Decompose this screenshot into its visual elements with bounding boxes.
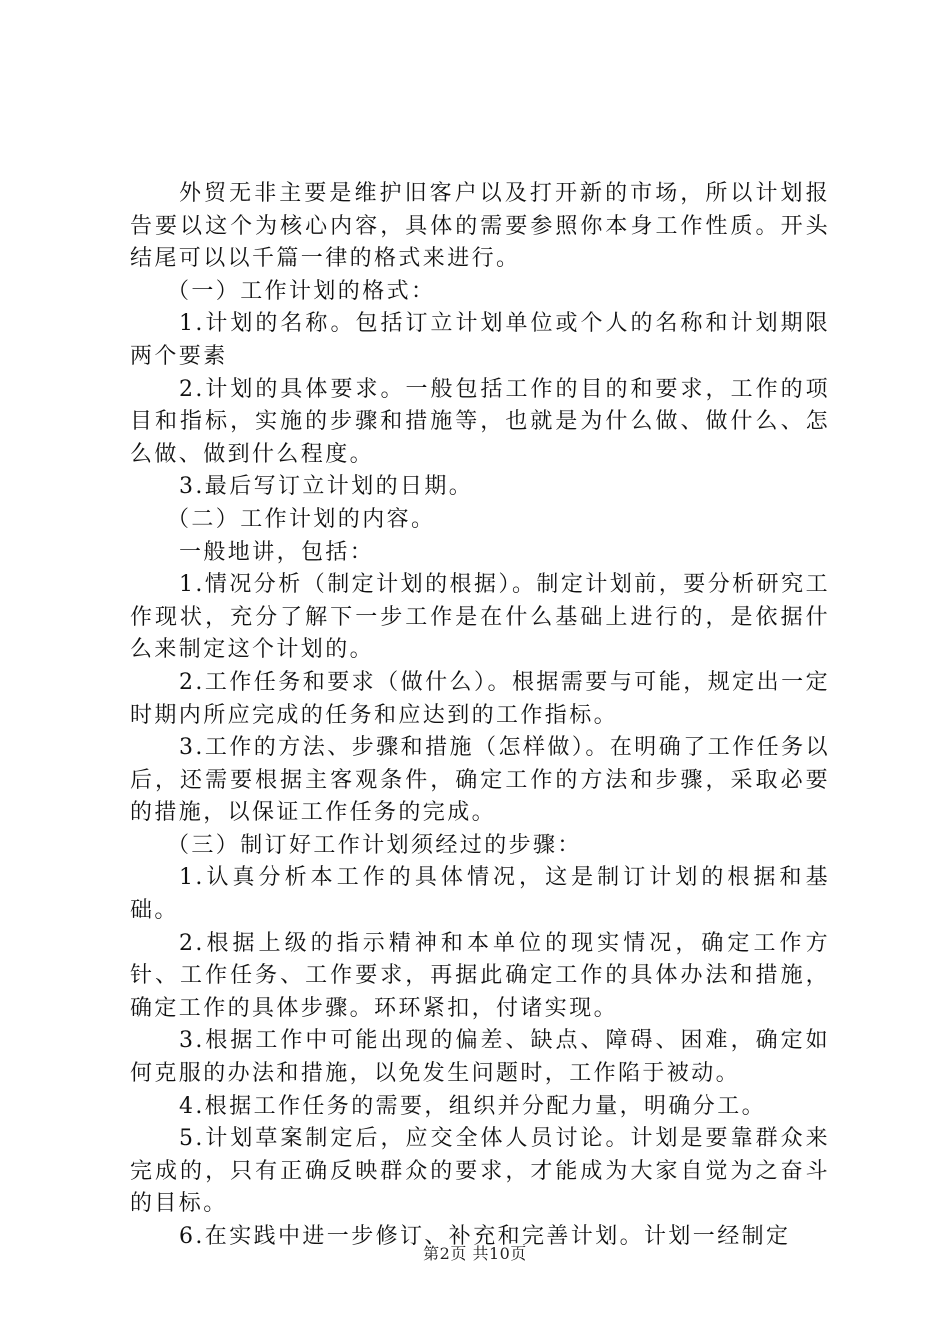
- paragraph-content-1: 1.情况分析（制定计划的根据）。制定计划前，要分析研究工作现状，充分了解下一步工作是在什么基础上进行的，是依据什么来制定这个计划的。: [130, 572, 830, 663]
- section-heading-content: （二）工作计划的内容。: [167, 506, 436, 532]
- paragraph-format-1: 1.计划的名称。包括订立计划单位或个人的名称和计划期限两个要素: [130, 311, 830, 369]
- paragraph-intro: 外贸无非主要是维护旧客户以及打开新的市场，所以计划报告要以这个为核心内容，具体的需要参照你本身工作性质。开头结尾可以以千篇一律的格式来进行。: [130, 181, 830, 272]
- paragraph-step-2: 2.根据上级的指示精神和本单位的现实情况，确定工作方针、工作任务、工作要求，再据此确定工作的具体办法和措施，确定工作的具体步骤。环环紧扣，付诸实现。: [130, 930, 830, 1021]
- document-body: [130, 178, 830, 1254]
- paragraph-content-3: 3.工作的方法、步骤和措施（怎样做）。在明确了工作任务以后，还需要根据主客观条件，确定工作的方法和步骤，采取必要的措施，以保证工作任务的完成。: [130, 735, 830, 826]
- paragraph-content-intro: 一般地讲，包括：: [179, 539, 375, 565]
- paragraph-format-3: 3.最后写订立计划的日期。: [179, 474, 474, 500]
- page-number-footer: 第2页 共10页: [423, 1244, 527, 1263]
- paragraph-step-4: 4.根据工作任务的需要，组织并分配力量，明确分工。: [179, 1093, 766, 1119]
- paragraph-step-1: 1.认真分析本工作的具体情况，这是制订计划的根据和基础。: [130, 865, 830, 924]
- section-heading-steps: （三）制订好工作计划须经过的步骤：: [167, 832, 582, 858]
- paragraph-step-3: 3.根据工作中可能出现的偏差、缺点、障碍、困难，确定如何克服的办法和措施，以免发生问题时，工作陷于被动。: [130, 1028, 830, 1087]
- paragraph-step-5: 5.计划草案制定后，应交全体人员讨论。计划是要靠群众来完成的，只有正确反映群众的要求，才能成为大家自觉为之奋斗的目标。: [130, 1126, 830, 1217]
- paragraph-step-6: 6.在实践中进一步修订、补充和完善计划。计划一经制定: [179, 1224, 791, 1249]
- section-heading-format: （一）工作计划的格式：: [167, 278, 436, 304]
- paragraph-content-2: 2.工作任务和要求（做什么）。根据需要与可能，规定出一定时期内所应完成的任务和应达到的工作指标。: [130, 669, 830, 728]
- paragraph-format-2: 2.计划的具体要求。一般包括工作的目的和要求，工作的项目和指标，实施的步骤和措施等，也就是为什么做、做什么、怎么做、做到什么程度。: [130, 376, 830, 467]
